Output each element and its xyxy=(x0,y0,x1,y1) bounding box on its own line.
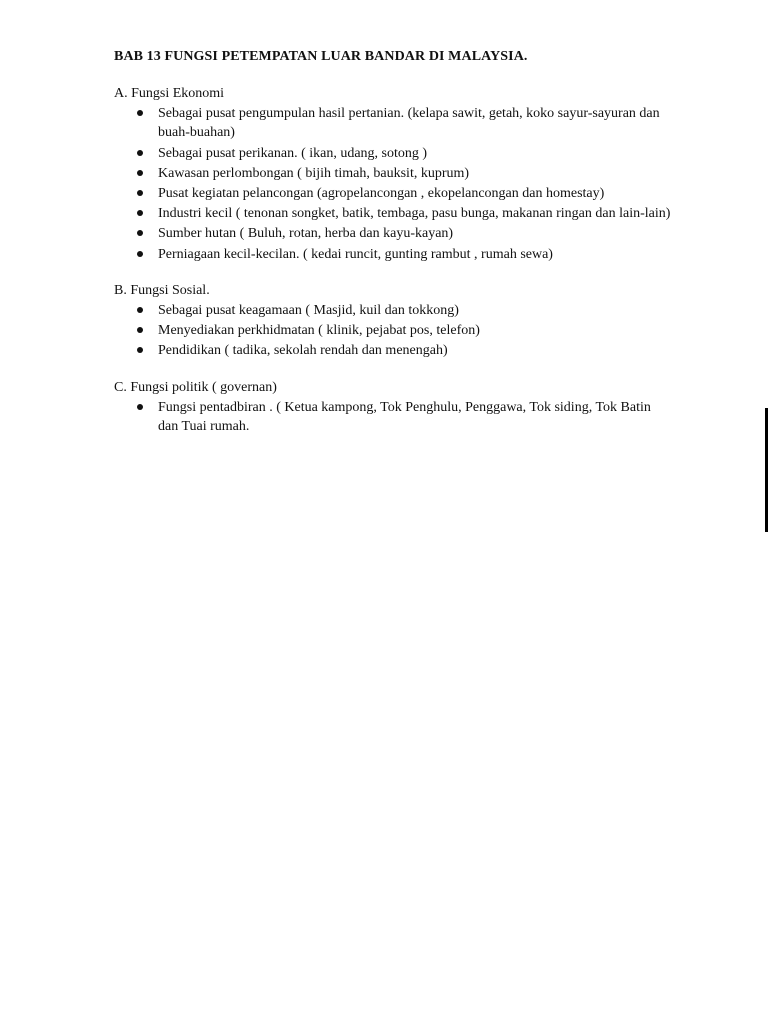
section-fungsi-politik xyxy=(114,378,674,437)
list-item-text: Pendidikan ( tadika, sekolah rendah dan menengah) xyxy=(158,343,448,359)
bullet-icon xyxy=(137,307,143,313)
section-heading: A. Fungsi Ekonomi xyxy=(114,86,225,101)
bullet-icon xyxy=(137,170,143,176)
list-item xyxy=(114,398,674,437)
list-item-text: Industri kecil ( tenonan songket, batik, tembaga, pasu bunga, makanan ringan dan lain-lain) xyxy=(158,206,671,222)
bullet-icon xyxy=(137,347,143,353)
list-item-text: Fungsi pentadbiran . ( Ketua kampong, Tok Penghulu, Penggawa, Tok siding, Tok Batin dan Tuai rumah. xyxy=(158,399,651,435)
bullet-icon xyxy=(137,327,143,333)
list-item xyxy=(114,204,674,223)
list-item xyxy=(114,245,674,264)
list-item-text: Menyediakan perkhidmatan ( klinik, pejabat pos, telefon) xyxy=(158,323,480,339)
bullet-icon xyxy=(137,110,143,116)
section-heading: B. Fungsi Sosial. xyxy=(114,283,210,299)
bullet-icon xyxy=(137,251,143,257)
list-item xyxy=(114,164,674,183)
list-item xyxy=(114,184,674,203)
list-item xyxy=(114,144,674,163)
list-item-text: Kawasan perlombongan ( bijih timah, bauksit, kuprum) xyxy=(158,165,470,181)
bullet-icon xyxy=(137,404,143,410)
list-item xyxy=(114,341,674,360)
list-item-text: Sebagai pusat pengumpulan hasil pertanian. (kelapa sawit, getah, koko sayur-sayuran dan buah-buahan) xyxy=(158,106,660,141)
section-heading: C. Fungsi politik ( governan) xyxy=(114,379,277,395)
bullet-icon xyxy=(137,210,143,216)
bullet-list xyxy=(114,301,674,361)
bullet-list xyxy=(114,104,674,264)
list-item xyxy=(114,321,674,340)
section-fungsi-sosial xyxy=(114,281,674,361)
bullet-list xyxy=(114,398,674,437)
list-item-text: Sebagai pusat keagamaan ( Masjid, kuil dan tokkong) xyxy=(158,303,459,319)
list-item xyxy=(114,301,674,320)
list-item-text: Pusat kegiatan pelancongan (agropelancongan , ekopelancongan dan homestay) xyxy=(158,186,605,202)
section-fungsi-ekonomi xyxy=(114,84,674,264)
list-item xyxy=(114,104,674,143)
list-item-text: Sumber hutan ( Buluh, rotan, herba dan kayu-kayan) xyxy=(158,226,454,242)
bullet-icon xyxy=(137,190,143,196)
list-item xyxy=(114,224,674,243)
list-item-text: Perniagaan kecil-kecilan. ( kedai runcit, gunting rambut , rumah sewa) xyxy=(158,246,553,262)
list-item-text: Sebagai pusat perikanan. ( ikan, udang, sotong ) xyxy=(158,145,428,161)
bullet-icon xyxy=(137,150,143,156)
document-title: BAB 13 FUNGSI PETEMPATAN LUAR BANDAR DI MALAYSIA. xyxy=(114,49,528,64)
bullet-icon xyxy=(137,230,143,236)
document-content xyxy=(114,47,674,454)
